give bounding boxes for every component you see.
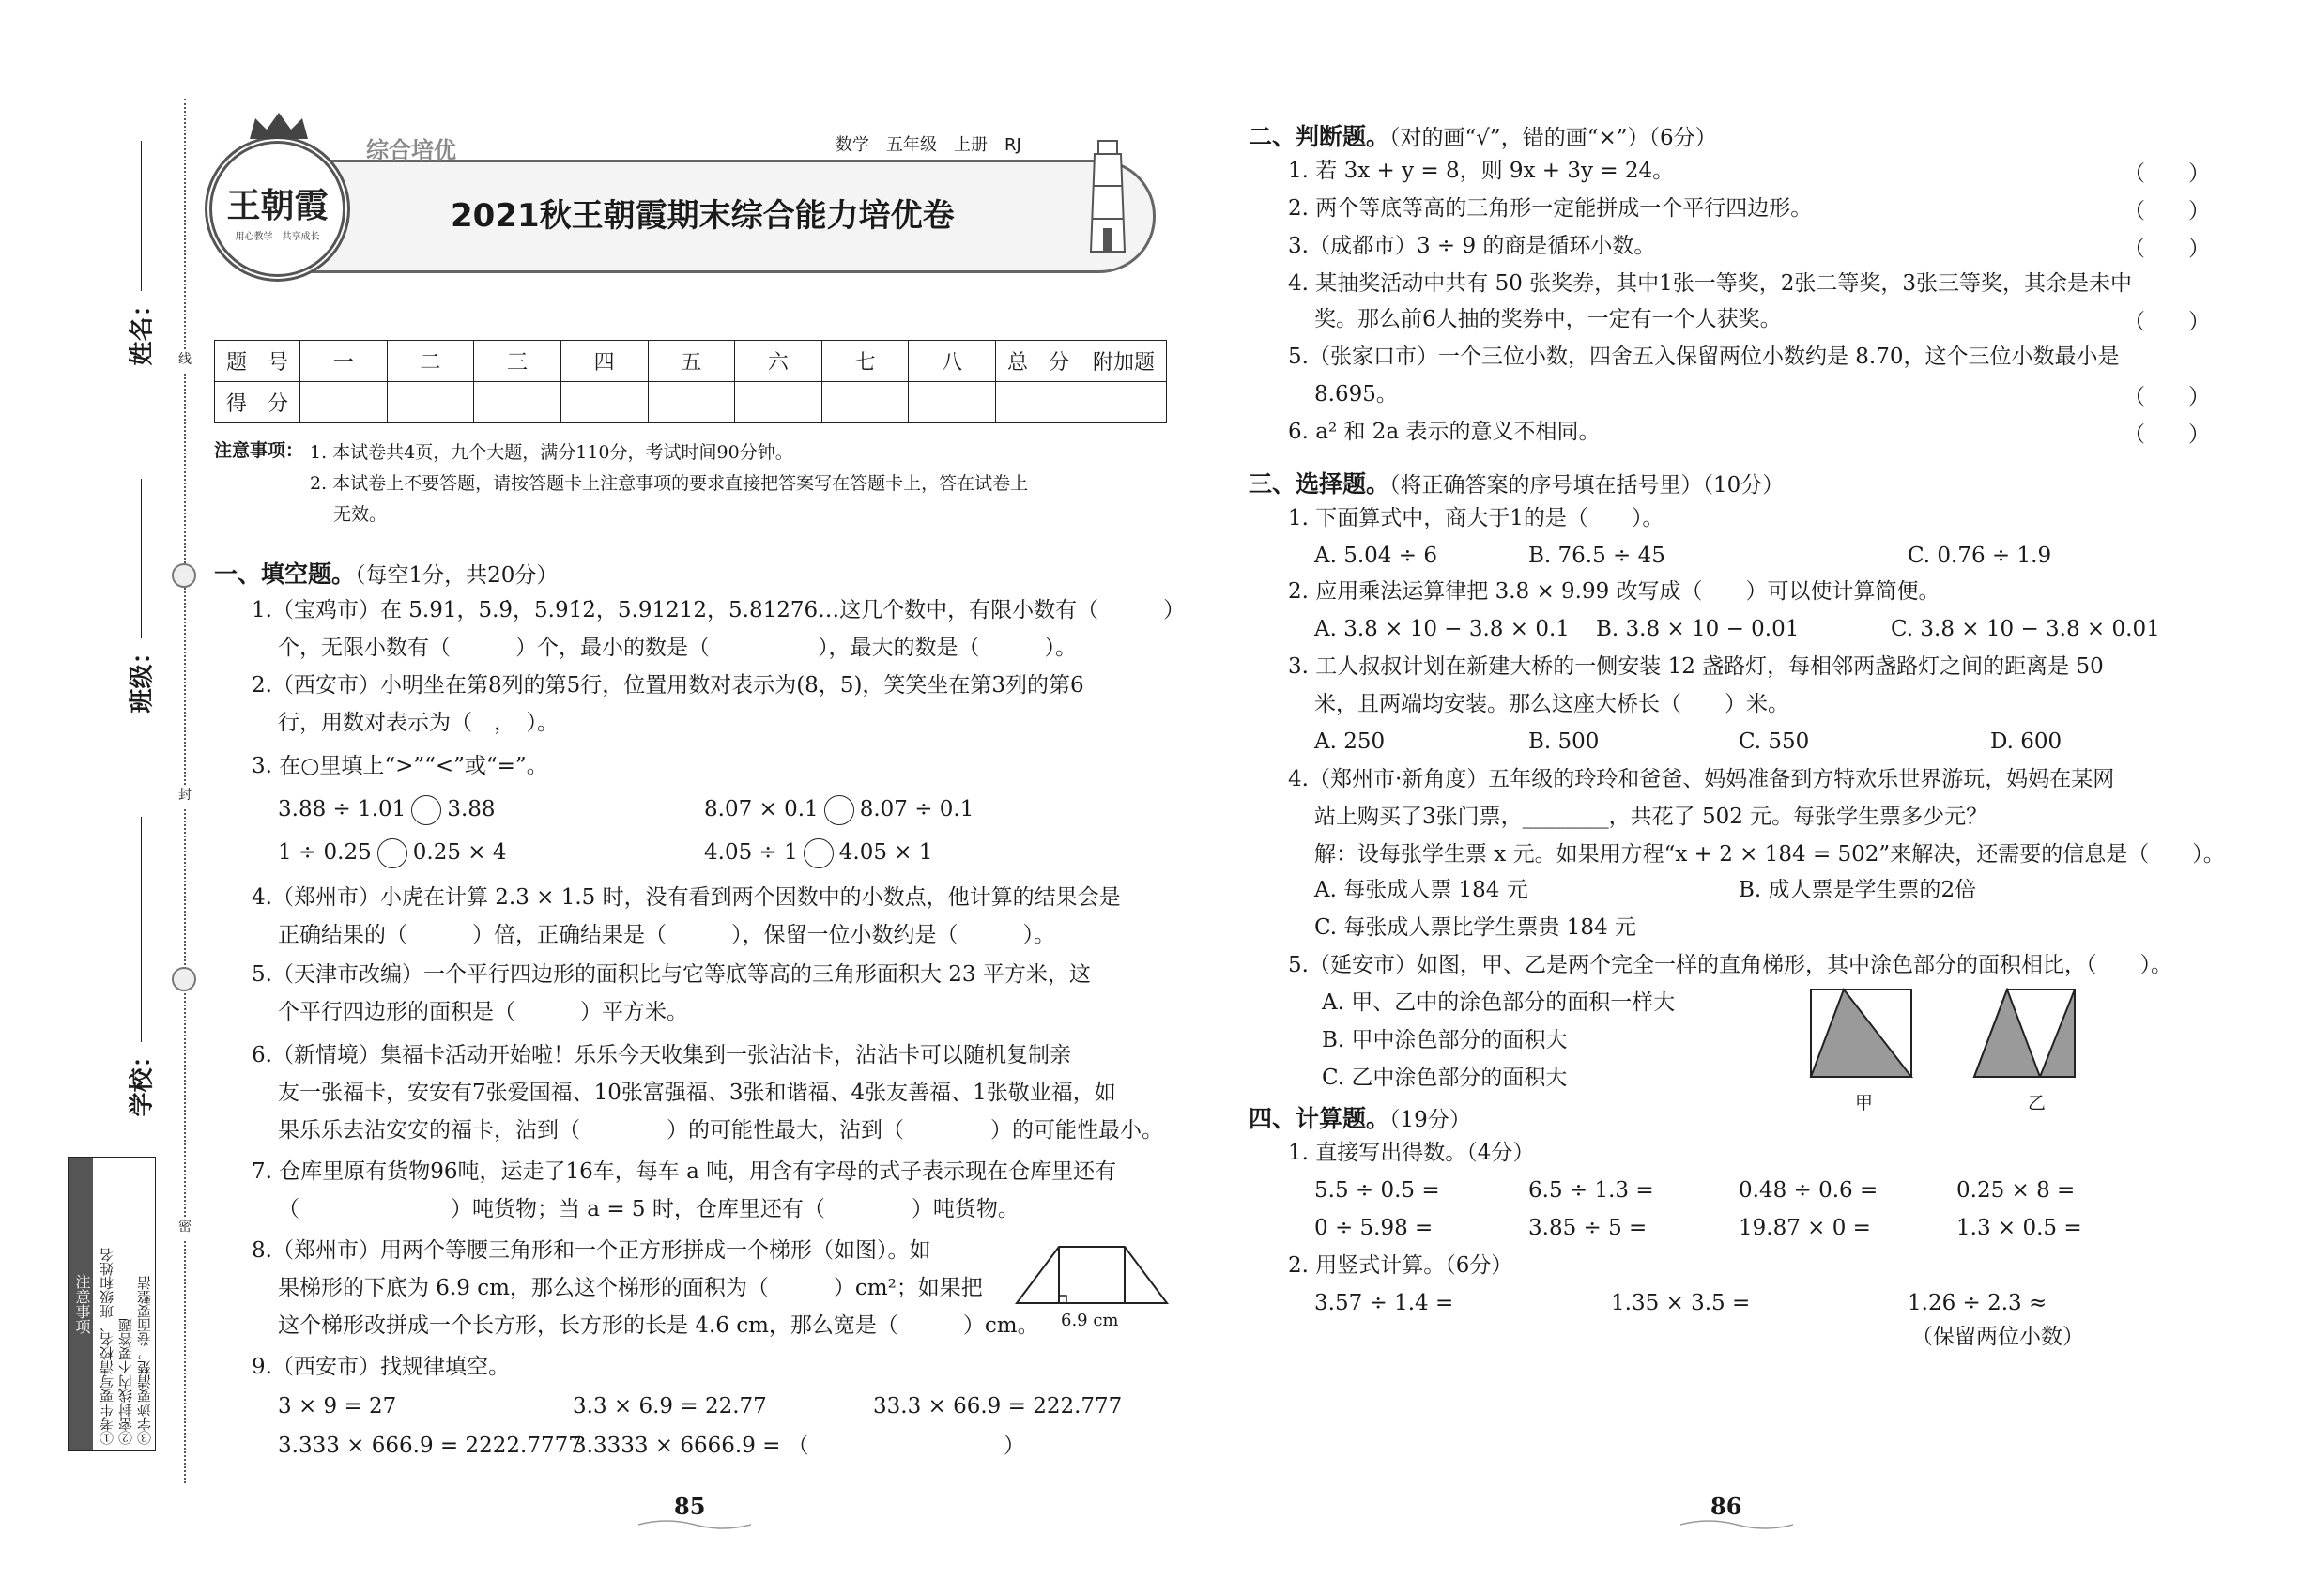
direct-calc: 6.5 ÷ 1.3 =	[1528, 1178, 1654, 1203]
score-cell: 四	[560, 341, 648, 382]
option[interactable]: B. 76.5 ÷ 45	[1528, 544, 1665, 568]
s2-title: 二、判断题。（对的画“√”，错的画“×”）（6分）	[1249, 123, 1717, 150]
s1-line: 个平行四边形的面积是（ ）平方米。	[278, 1000, 688, 1024]
binding-notice-box	[68, 1157, 156, 1451]
score-cell: 八	[909, 341, 996, 382]
option[interactable]: B. 甲中涂色部分的面积大	[1322, 1028, 1568, 1052]
s1-line: 个，无限小数有（ ）个，最小的数是（ ），最大的数是（ ）。	[278, 636, 1077, 660]
direct-calc: 0 ÷ 5.98 =	[1314, 1216, 1434, 1240]
score-cell: 一	[300, 341, 388, 382]
logo-text: 王朝霞	[226, 186, 329, 225]
s1-line: 果梯形的下底为 6.9 cm，那么这个梯形的面积为（ ）cm²；如果把	[278, 1276, 983, 1300]
notes-label: 注意事项：	[214, 440, 304, 461]
notes-item: 无效。	[333, 504, 388, 525]
s2-line: 3.（成都市）3 ÷ 9 的商是循环小数。	[1288, 234, 1656, 258]
score-table-score-row	[215, 382, 1167, 423]
compare-circle[interactable]	[377, 838, 407, 868]
binding-mark-feng: 封	[175, 785, 195, 809]
score-input-cell[interactable]	[387, 382, 474, 423]
notes-item: 1. 本试卷共4页，九个大题，满分110分，考试时间90分钟。	[310, 442, 793, 463]
name-field[interactable]	[141, 141, 142, 291]
s1-line: 3. 在○里填上“>”“<”或“=”。	[252, 754, 548, 778]
vertical-calc: 1.35 × 3.5 =	[1611, 1291, 1751, 1315]
answer-paren[interactable]: （ ）	[2124, 161, 2210, 186]
section-bullet-icon	[172, 967, 196, 991]
s1-line: 果乐乐去沾安安的福卡，沾到（ ）的可能性最大，沾到（ ）的可能性最小。	[278, 1118, 1163, 1143]
direct-calc: 19.87 × 0 =	[1739, 1216, 1871, 1240]
option[interactable]: A. 3.8 × 10 − 3.8 × 0.1	[1314, 617, 1570, 641]
trapezoid-jia-figure	[1806, 988, 1919, 1082]
class-label: 班级：	[128, 639, 157, 714]
s4-title: 四、计算题。（19分）	[1249, 1105, 1471, 1132]
score-cell: 总 分	[996, 341, 1081, 382]
exam-title: 2021秋王朝霞期末综合能力培优卷	[451, 197, 955, 235]
s1-line: 这个梯形改拼成一个长方形，长方形的长是 4.6 cm，那么宽是（ ）cm。	[278, 1313, 1039, 1338]
binding-notice-title: 注意事项	[69, 1158, 93, 1450]
s1-line: （ ）吨货物；当 a = 5 时，仓库里还有（ ）吨货物。	[278, 1197, 1020, 1221]
binding-notice-item: ①考生要写清校名、班级和姓名	[99, 1248, 115, 1445]
vertical-calc: 3.57 ÷ 1.4 =	[1314, 1291, 1454, 1315]
pattern-item: 3.333 × 666.9 = 2222.7777	[278, 1434, 582, 1458]
option[interactable]: A. 甲、乙中的涂色部分的面积一样大	[1322, 990, 1676, 1015]
compare-item: 1 ÷ 0.25 0.25 × 4	[278, 837, 507, 868]
direct-calc: 5.5 ÷ 0.5 =	[1314, 1178, 1440, 1203]
option[interactable]: A. 每张成人票 184 元	[1314, 878, 1528, 902]
score-row-label: 得 分	[215, 382, 300, 423]
page-number-ornament	[1680, 1517, 1793, 1532]
s3-line: 5.（延安市）如图，甲、乙是两个完全一样的直角梯形，其中涂色部分的面积相比，（ ）。	[1288, 953, 2172, 977]
score-cell: 二	[387, 341, 474, 382]
score-cell: 七	[821, 341, 909, 382]
compare-circle[interactable]	[411, 795, 441, 825]
option[interactable]: D. 600	[1990, 729, 2062, 754]
trapezoid-figure	[1012, 1237, 1172, 1312]
s1-line: 8.（郑州市）用两个等腰三角形和一个正方形拼成一个梯形（如图）。如	[252, 1238, 931, 1263]
header-tag: 综合培优	[366, 137, 456, 163]
page-number-left: 85	[674, 1493, 706, 1520]
header-logo	[205, 136, 350, 282]
score-input-cell[interactable]	[735, 382, 822, 423]
s2-line: 6. a² 和 2a 表示的意义不相同。	[1288, 420, 1601, 444]
s1-line: 7. 仓库里原有货物96吨，运走了16车，每车 a 吨，用含有字母的式子表示现在仓库里还有	[252, 1159, 1117, 1184]
pattern-item: 3 × 9 = 27	[278, 1394, 397, 1419]
score-input-cell[interactable]	[909, 382, 996, 423]
logo-crown-icon	[246, 111, 312, 141]
score-input-cell[interactable]	[560, 382, 648, 423]
binding-notice-item: ②密封线内不要答题	[117, 1318, 134, 1445]
option[interactable]: B. 成人票是学生票的2倍	[1739, 878, 1977, 902]
s2-line: 1. 若 3x + y = 8，则 9x + 3y = 24。	[1288, 159, 1675, 183]
option[interactable]: C. 乙中涂色部分的面积大	[1322, 1066, 1568, 1090]
score-cell: 附加题	[1081, 341, 1167, 382]
option[interactable]: A. 250	[1314, 729, 1386, 754]
class-field[interactable]	[141, 479, 142, 638]
pattern-item: 3.3333 × 6666.9 = （ ）	[573, 1434, 1025, 1458]
binding-mark-mi: 密	[175, 1217, 195, 1241]
s3-line: 解：设每张学生票 x 元。如果用方程“x + 2 × 184 = 502”来解决，还需要的信息是（ ）。	[1314, 842, 2225, 867]
binding-mark-xian: 线	[175, 349, 195, 374]
s1-line: 6.（新情境）集福卡活动开始啦！乐乐今天收集到一张沾沾卡，沾沾卡可以随机复制亲	[252, 1043, 1071, 1067]
logo-subtext: 用心教学 共享成长	[235, 232, 320, 242]
s4-line: 2. 用竖式计算。（6分）	[1288, 1253, 1513, 1278]
name-label: 姓名：	[128, 292, 157, 366]
direct-calc: 3.85 ÷ 5 =	[1528, 1216, 1648, 1240]
lighthouse-icon	[1080, 130, 1136, 261]
option[interactable]: B. 500	[1528, 729, 1600, 754]
score-cell: 五	[648, 341, 735, 382]
answer-paren[interactable]: （ ）	[2124, 310, 2210, 334]
s2-line: 8.695。	[1314, 382, 1398, 407]
option[interactable]: C. 0.76 ÷ 1.9	[1908, 544, 2052, 568]
option[interactable]: C. 550	[1739, 729, 1810, 754]
notes-item: 2. 本试卷上不要答题，请按答题卡上注意事项的要求直接把答案写在答题卡上，答在试卷上	[310, 473, 1029, 494]
vertical-calc: 1.26 ÷ 2.3 ≈	[1908, 1291, 2047, 1315]
direct-calc: 0.48 ÷ 0.6 =	[1739, 1178, 1878, 1203]
score-input-cell[interactable]	[474, 382, 561, 423]
score-cell: 题 号	[215, 341, 300, 382]
s3-line: 2. 应用乘法运算律把 3.8 × 9.99 改写成（ ）可以使计算简便。	[1288, 579, 1940, 604]
page-number-ornament	[638, 1517, 751, 1532]
answer-paren[interactable]: （ ）	[2124, 422, 2210, 447]
s3-title: 三、选择题。（将正确答案的序号填在括号里）（10分）	[1249, 470, 1785, 498]
score-input-cell[interactable]	[1081, 382, 1167, 423]
figure-label-yi: 乙	[2028, 1093, 2047, 1113]
school-field[interactable]	[141, 817, 142, 1042]
s1-line: 9.（西安市）找规律填空。	[252, 1355, 510, 1379]
score-table	[214, 340, 1167, 423]
score-input-cell[interactable]	[821, 382, 909, 423]
s1-line: 行，用数对表示为（ ， ）。	[278, 711, 559, 735]
score-cell: 三	[474, 341, 561, 382]
school-label: 学校：	[128, 1043, 157, 1117]
score-input-cell[interactable]	[648, 382, 735, 423]
direct-calc: 0.25 × 8 =	[1956, 1178, 2076, 1203]
option[interactable]: C. 3.8 × 10 − 3.8 × 0.01	[1891, 617, 2160, 641]
s2-line: 4. 某抽奖活动中共有 50 张奖券，其中1张一等奖，2张二等奖，3张三等奖，其余是未中	[1288, 271, 2133, 296]
score-cell: 六	[735, 341, 822, 382]
s1-line: 友一张福卡，安安有7张爱国福、10张富强福、3张和谐福、4张友善福、1张敬业福，如	[278, 1081, 1116, 1105]
s1-line: 2.（西安市）小明坐在第8列的第5行，位置用数对表示为(8，5)，笑笑坐在第3列的第6	[252, 673, 1084, 698]
answer-paren[interactable]: （ ）	[2124, 199, 2210, 223]
s2-line: 5.（张家口市）一个三位小数，四舍五入保留两位小数约是 8.70，这个三位小数最小是	[1288, 345, 2120, 369]
binding-notice-item: ③字迹要清楚，卷面要整洁	[136, 1276, 153, 1445]
rounding-note: （保留两位小数）	[1911, 1325, 2084, 1349]
s3-line: 3. 工人叔叔计划在新建大桥的一侧安装 12 盏路灯，每相邻两盏路灯之间的距离是 50	[1288, 654, 2104, 679]
trapezoid-yi-figure	[1970, 988, 2082, 1082]
compare-circle[interactable]	[804, 838, 834, 868]
s3-line: 1. 下面算式中，商大于1的是（ ）。	[1288, 506, 1664, 530]
s1-line: 1.（宝鸡市）在 5.91，5.9̇，5.91̇2̇，5.91212，5.81276…这几个数中，有限小数有（ ）	[252, 598, 1186, 622]
s4-line: 1. 直接写出得数。（4分）	[1288, 1141, 1535, 1165]
pattern-item: 33.3 × 66.9 = 222.777	[873, 1394, 1123, 1419]
s1-line: 5.（天津市改编）一个平行四边形的面积比与它等底等高的三角形面积大 23 平方米，这	[252, 962, 1091, 987]
s3-line: 4.（郑州市·新角度）五年级的玲玲和爸爸、妈妈准备到方特欢乐世界游玩，妈妈在某网	[1288, 767, 2115, 791]
score-input-cell[interactable]	[996, 382, 1081, 423]
page-number-right: 86	[1710, 1493, 1742, 1520]
answer-paren[interactable]: （ ）	[2124, 385, 2210, 409]
compare-item: 8.07 × 0.1 8.07 ÷ 0.1	[704, 794, 974, 825]
answer-paren[interactable]: （ ）	[2124, 237, 2210, 261]
subject-info: 数学 五年级 上册 RJ	[836, 135, 1021, 155]
compare-circle[interactable]	[824, 795, 854, 825]
s1-line: 4.（郑州市）小虎在计算 2.3 × 1.5 时，没有看到两个因数中的小数点，他计算的结果会是	[252, 885, 1121, 910]
option[interactable]: A. 5.04 ÷ 6	[1314, 544, 1437, 568]
compare-item: 3.88 ÷ 1.01 3.88	[278, 794, 496, 825]
figure-label-jia: 甲	[1855, 1093, 1874, 1113]
score-table-header-row	[215, 341, 1167, 382]
direct-calc: 1.3 × 0.5 =	[1956, 1216, 2082, 1240]
score-input-cell[interactable]	[300, 382, 388, 423]
s2-line: 2. 两个等底等高的三角形一定能拼成一个平行四边形。	[1288, 196, 1813, 221]
pattern-item: 3.3 × 6.9 = 22.77	[573, 1394, 767, 1419]
s1-line: 正确结果的（ ）倍，正确结果是（ ），保留一位小数约是（ ）。	[278, 923, 1055, 947]
option[interactable]: B. 3.8 × 10 − 0.01	[1596, 617, 1800, 641]
section-bullet-icon	[172, 563, 196, 588]
s3-line: 站上购买了3张门票，________，共花了 502 元。每张学生票多少元？	[1314, 805, 1988, 829]
s3-line: 米，且两端均安装。那么这座大桥长（ ）米。	[1314, 692, 1789, 716]
compare-item: 4.05 ÷ 1 4.05 × 1	[704, 837, 933, 868]
s1-title: 一、填空题。（每空1分，共20分）	[214, 560, 559, 588]
s2-line: 奖。那么前6人抽的奖券中，一定有一个人获奖。	[1314, 307, 1782, 331]
option[interactable]: C. 每张成人票比学生票贵 184 元	[1314, 915, 1636, 940]
trapezoid-figure-label: 6.9 cm	[1061, 1311, 1119, 1330]
